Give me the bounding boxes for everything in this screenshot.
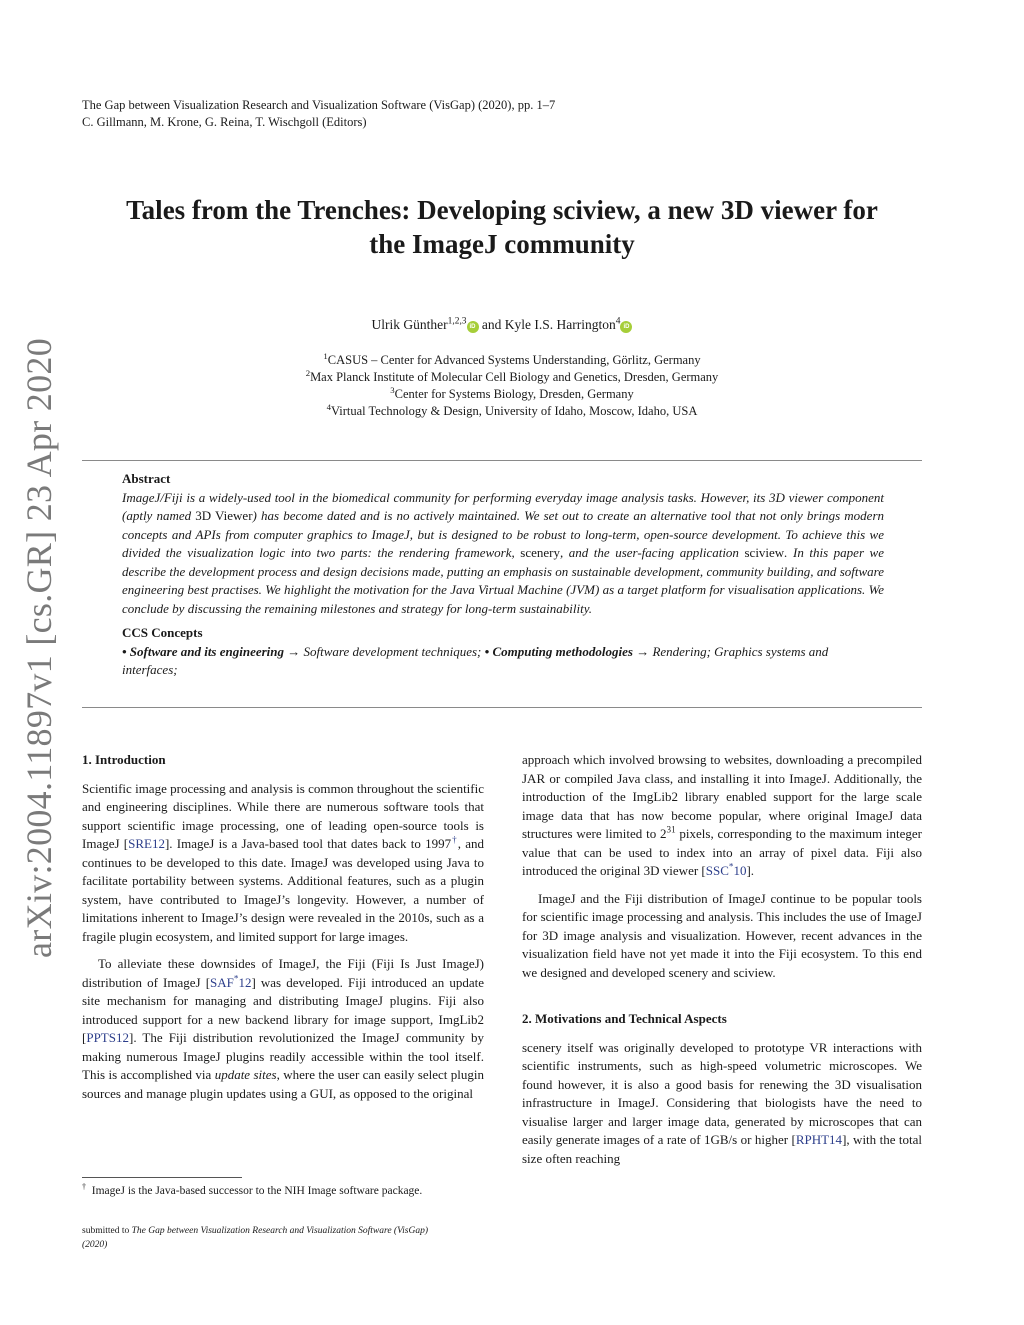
abstract-segment: . In this paper we describe the development process and design decisions made, putting an emphasis on sustainable development, community building, and software engineering best practises. We highlight the motivation for the Java Virtual Machine (JVM) as a target platform for visualisation applications. We conclude by discussing the remaining milestones and strategy for long-term sustainability. [122,545,884,616]
paragraph [82,780,484,947]
abstract-segment: , and the user-facing application [559,545,745,560]
abstract-segment: ImageJ/Fiji is a widely-used tool in the biomedical community for performing everyday image analysis tasks. However, its 3D viewer component (aptly named [122,489,884,523]
left-column [82,751,484,1103]
section-heading: 2. Motivations and Technical Aspects [522,1011,727,1026]
text-segment: To alleviate these downsides of ImageJ, the Fiji (Fiji Is Just ImageJ) distribution of ImageJ [ [82,956,484,990]
citation-year: 12 [238,974,252,990]
text-segment: ], with the total size often reaching [522,1132,922,1166]
affiliation-text: Center for Systems Biology, Dresden, Germany [394,387,634,401]
author-1-affil: 1,2,3 [447,316,467,327]
emphasis: update sites [214,1067,277,1082]
affiliation [82,386,942,403]
author-1: Ulrik Günther [371,317,448,332]
affiliation-number: 1 [323,350,328,361]
text-segment: , and continues to be developed to this date. ImageJ was developed using Java to facilitate portability between systems. Additional features, such as a plugin system, have contributed to ImageJ’s longevity. However, a number of limitations inherent to ImageJ’s design were revealed in the 2010s, such as a fragile plugin ecosystem, and limited support for large images. [82,836,485,944]
text-segment: Scientific image processing and analysis is common throughout the scientific and engineering disciplines. While there are numerous software tools that support scientific image processing, one of leading open-source tools is ImageJ [ [82,780,484,851]
venue-info [82,97,555,131]
affiliation [82,352,942,369]
orcid-icon[interactable]: iD [620,321,632,333]
arrow-icon: → [636,643,650,659]
arxiv-stamp[interactable]: arXiv:2004.11897v1 [cs.GR] 23 Apr 2020 [19,337,59,958]
footnote-mark: † [82,1182,87,1192]
affiliation-number: 2 [305,367,311,378]
footnote-link[interactable]: † [451,834,458,845]
venue-line-1: The Gap between Visualization Research and Visualization Software (VisGap) (2020), pp. 1–7 [82,98,556,112]
citation-sup: * [728,861,734,872]
text-segment: ]. [746,863,755,878]
citation-link[interactable] [706,863,747,878]
submitted-prefix: submitted to [82,1226,132,1236]
paragraph [82,955,484,1103]
citation-key: SAF [210,974,234,990]
ccs-category: • Software and its engineering [122,643,285,659]
citation-link[interactable]: RPHT14 [795,1132,843,1147]
orcid-icon[interactable]: iD [467,321,479,333]
ccs-heading: CCS Concepts [122,625,203,640]
submitted-year: (2020) [82,1240,108,1250]
citation-year: 10 [733,863,747,878]
author-connector: and [481,317,502,332]
text-segment: pixels, corresponding to the maximum integer value that can be used to index into an array of pixel data. Fiji also introduced the original 3D viewer [ [522,826,922,878]
right-column [522,751,922,1168]
abstract-segment: scenery [520,545,560,560]
abstract-segment: sciview [744,545,785,560]
affiliation-number: 3 [390,384,395,395]
author-2-affil: 4 [615,316,621,327]
paper-title [82,193,922,261]
authors [82,317,922,333]
submitted-note [82,1224,428,1252]
text-segment: , where the user can easily select plugin sources and manage plugin updates using a GUI, as opposed to the original [82,1067,485,1101]
submitted-venue: The Gap between Visualization Research and Visualization Software (VisGap) [131,1226,429,1236]
citation-link[interactable]: SRE12 [128,836,165,851]
section-heading: 1. Introduction [82,752,166,767]
paragraph [522,751,922,881]
citation-sup: * [233,973,239,984]
abstract-top-rule [82,460,922,461]
citation-link[interactable] [210,975,251,990]
affiliation-text: CASUS – Center for Advanced Systems Understanding, Görlitz, Germany [327,353,701,367]
text-segment: ] was developed. Fiji introduced an update site mechanism for managing and distributing ImageJ plugins. Fiji also introduced support for a new backend library for image support, ImgLib2 [ [82,974,484,1045]
ccs-category: • Computing methodologies [484,643,633,659]
ccs-item: Software development techniques; [303,643,482,659]
affiliation-text: Virtual Technology & Design, University of Idaho, Moscow, Idaho, USA [330,404,698,418]
abstract-heading: Abstract [122,471,171,486]
exponent: 31 [666,824,676,835]
arrow-icon: → [287,643,301,659]
text-segment: approach which involved browsing to websites, downloading a precompiled JAR or compiled Java class, and installing it into ImageJ. Additionally, the introduction of the ImgLib2 library enabled support for the large scale image data that has now become popular, where original ImageJ data structures were limited to 2 [522,752,922,841]
affiliations [82,352,942,420]
text-segment: ]. ImageJ is a Java-based tool that dates back to 1997 [164,836,452,851]
paragraph [522,1039,922,1169]
title-line-1: Tales from the Trenches: Developing sciview, a new 3D viewer for [126,195,878,225]
affiliation [82,403,942,420]
affiliation-text: Max Planck Institute of Molecular Cell Biology and Genetics, Dresden, Germany [310,370,719,384]
ccs-item: Rendering; Graphics systems and interfaces; [122,643,829,677]
abstract-segment: ) has become dated and is no actively maintained. We set out to create an alternative tool that not only brings modern concepts and APIs from computer graphics to ImageJ, but is designed to be robust to long-term, open-source development. To achieve this we divided the visualization logic into two parts: the rendering framework, [122,508,885,560]
abstract-bottom-rule [82,707,922,708]
paragraph: ImageJ and the Fiji distribution of ImageJ continue to be popular tools for scientific image processing and analysis. This includes the use of ImageJ for 3D image analysis and visualization. However, recent advances in the visualization field have not yet made it into the Fiji ecosystem. To this end we designed and developed scenery and sciview. [522,890,922,980]
text-segment: scenery itself was originally developed to prototype VR interactions with scientific instruments, such as high-speed volumetric microscopes. We found however, it is also a good basis for renewing the 3D visualisation infrastructure in ImageJ. Considering that biologists have the need to visualise larger and larger image data, generated by microscopes that can easily generate images of a rate of 1GB/s or higher [ [522,1039,922,1147]
affiliation [82,369,942,386]
abstract-text [122,489,884,619]
ccs-concepts [122,643,884,680]
citation-key: SSC [705,863,729,878]
venue-editors: C. Gillmann, M. Krone, G. Reina, T. Wischgoll (Editors) [82,115,367,129]
footnote-rule [82,1177,242,1178]
footnote [82,1182,484,1197]
abstract-block [122,470,884,680]
abstract-segment: 3D Viewer [195,508,253,523]
author-2: Kyle I.S. Harrington [504,317,616,332]
text-segment: ]. The Fiji distribution revolutionized the ImageJ community by making numerous ImageJ plugins readily accessible within the tool itself. This is accomplished via [82,1030,484,1082]
citation-link[interactable]: PPTS12 [86,1030,129,1045]
footnote-text: ImageJ is the Java-based successor to the NIH Image software package. [91,1185,423,1197]
title-line-2: the ImageJ community [369,229,635,259]
affiliation-number: 4 [326,401,331,412]
